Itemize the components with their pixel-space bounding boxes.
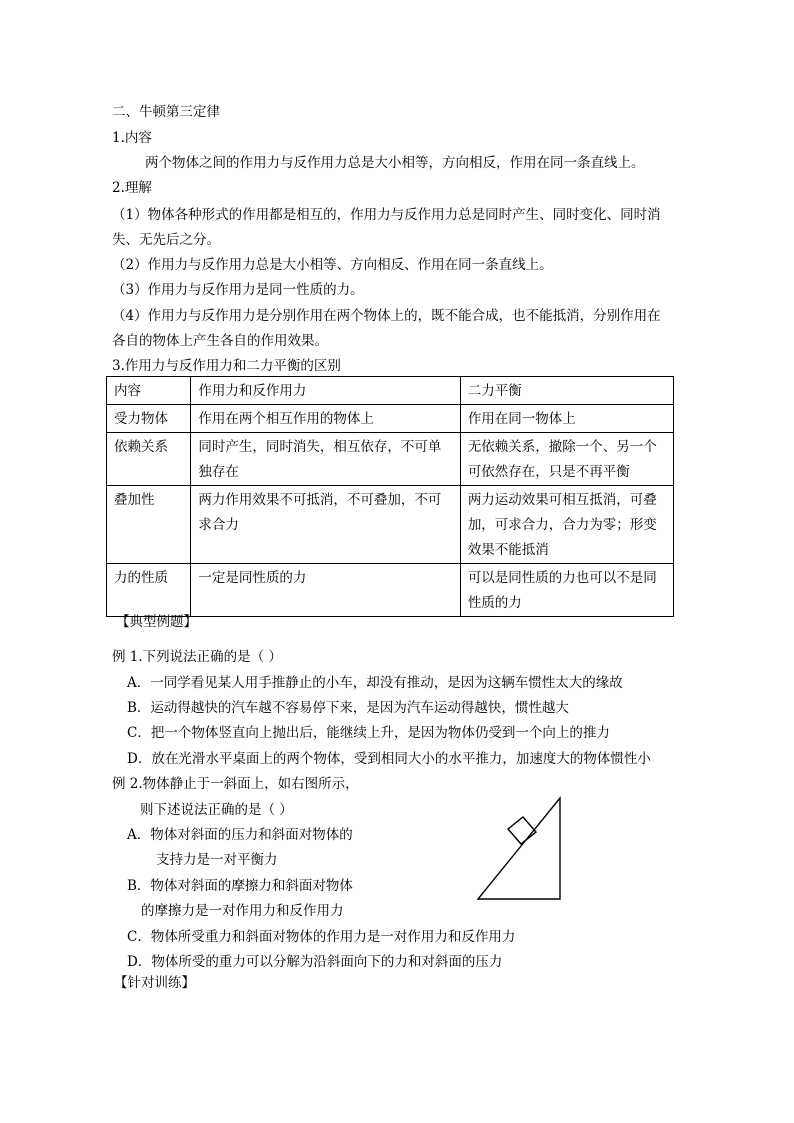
table-row (107, 486, 674, 564)
table-row (107, 564, 674, 617)
understanding-item-2: （2）作用力与反作用力总是大小相等、方向相反、作用在同一条直线上。 (112, 257, 553, 273)
table-cell: 无依赖关系，撤除一个、另一个可依然存在，只是不再平衡 (460, 433, 673, 486)
examples-title: 【典型例题】 (116, 614, 197, 630)
table-row (107, 405, 674, 433)
understanding-heading: 2.理解 (112, 180, 152, 196)
table-cell: 两力运动效果可相互抵消，可叠加，可求合力，合力为零；形变效果不能抵消 (460, 486, 673, 564)
table-cell: 可以是同性质的力也可以不是同性质的力 (460, 564, 673, 617)
comparison-heading: 3.作用力与反作用力和二力平衡的区别 (112, 358, 341, 374)
example-2-option-b-line-2: 的摩擦力是一对作用力和反作用力 (141, 903, 344, 919)
section-title: 二、牛顿第三定律 (112, 104, 220, 120)
table-cell: 叠加性 (107, 486, 191, 564)
table-cell: 两力作用效果不可抵消，不可叠加，不可求合力 (191, 486, 460, 564)
table-row (107, 433, 674, 486)
example-2-stem-line-1: 例 2.物体静止于一斜面上，如右图所示， (112, 776, 359, 792)
example-2-option-d: D．物体所受的重力可以分解为沿斜面向下的力和对斜面的压力 (127, 954, 503, 970)
example-2-stem-line-2: 则下述说法正确的是（ ） (140, 802, 293, 818)
table-cell: 作用在同一物体上 (460, 405, 673, 433)
example-2-option-a-line-2: 支持力是一对平衡力 (156, 852, 278, 868)
comparison-table (106, 376, 674, 617)
example-2-option-a-line-1: A．物体对斜面的压力和斜面对物体的 (127, 827, 353, 843)
understanding-item-4-line-2: 各自的物体上产生各自的作用效果。 (112, 333, 328, 349)
content-heading: 1.内容 (112, 130, 152, 146)
understanding-item-1-line-2: 失、无先后之分。 (112, 232, 220, 248)
table-cell: 内容 (107, 377, 191, 405)
understanding-item-3: （3）作用力与反作用力是同一性质的力。 (112, 282, 364, 298)
table-header-row (107, 377, 674, 405)
incline-triangle (478, 798, 560, 899)
table-cell: 同时产生，同时消失，相互依存，不可单独存在 (191, 433, 460, 486)
example-2-option-c: C．物体所受重力和斜面对物体的作用力是一对作用力和反作用力 (127, 929, 516, 945)
table-cell: 力的性质 (107, 564, 191, 617)
content-text: 两个物体之间的作用力与反作用力总是大小相等，方向相反，作用在同一条直线上。 (145, 155, 645, 171)
example-1-option-a: A．一同学看见某人用手推静止的小车，却没有推动，是因为这辆车惯性太大的缘故 (127, 675, 623, 691)
example-1-option-c: C．把一个物体竖直向上抛出后，能继续上升，是因为物体仍受到一个向上的推力 (127, 725, 610, 741)
example-1-option-d: D．放在光滑水平桌面上的两个物体，受到相同大小的水平推力，加速度大的物体惯性小 (127, 751, 651, 767)
practice-title: 【针对训练】 (114, 975, 195, 991)
example-1-stem: 例 1.下列说法正确的是（ ） (112, 649, 282, 665)
incline-figure (474, 795, 566, 903)
example-1-option-b: B．运动得越快的汽车越不容易停下来，是因为汽车运动得越快，惯性越大 (127, 700, 569, 716)
table-cell: 依赖关系 (107, 433, 191, 486)
table-cell: 二力平衡 (460, 377, 673, 405)
understanding-item-4-line-1: （4）作用力与反作用力是分别作用在两个物体上的，既不能合成，也不能抵消，分别作用在 (112, 308, 661, 324)
block-on-incline (508, 817, 536, 844)
table-cell: 作用在两个相互作用的物体上 (191, 405, 460, 433)
understanding-item-1-line-1: （1）物体各种形式的作用都是相互的，作用力与反作用力总是同时产生、同时变化、同时消 (112, 207, 661, 223)
table-cell: 受力物体 (107, 405, 191, 433)
example-2-option-b-line-1: B．物体对斜面的摩擦力和斜面对物体 (127, 878, 353, 894)
table-cell: 作用力和反作用力 (191, 377, 460, 405)
table-cell: 一定是同性质的力 (191, 564, 460, 617)
